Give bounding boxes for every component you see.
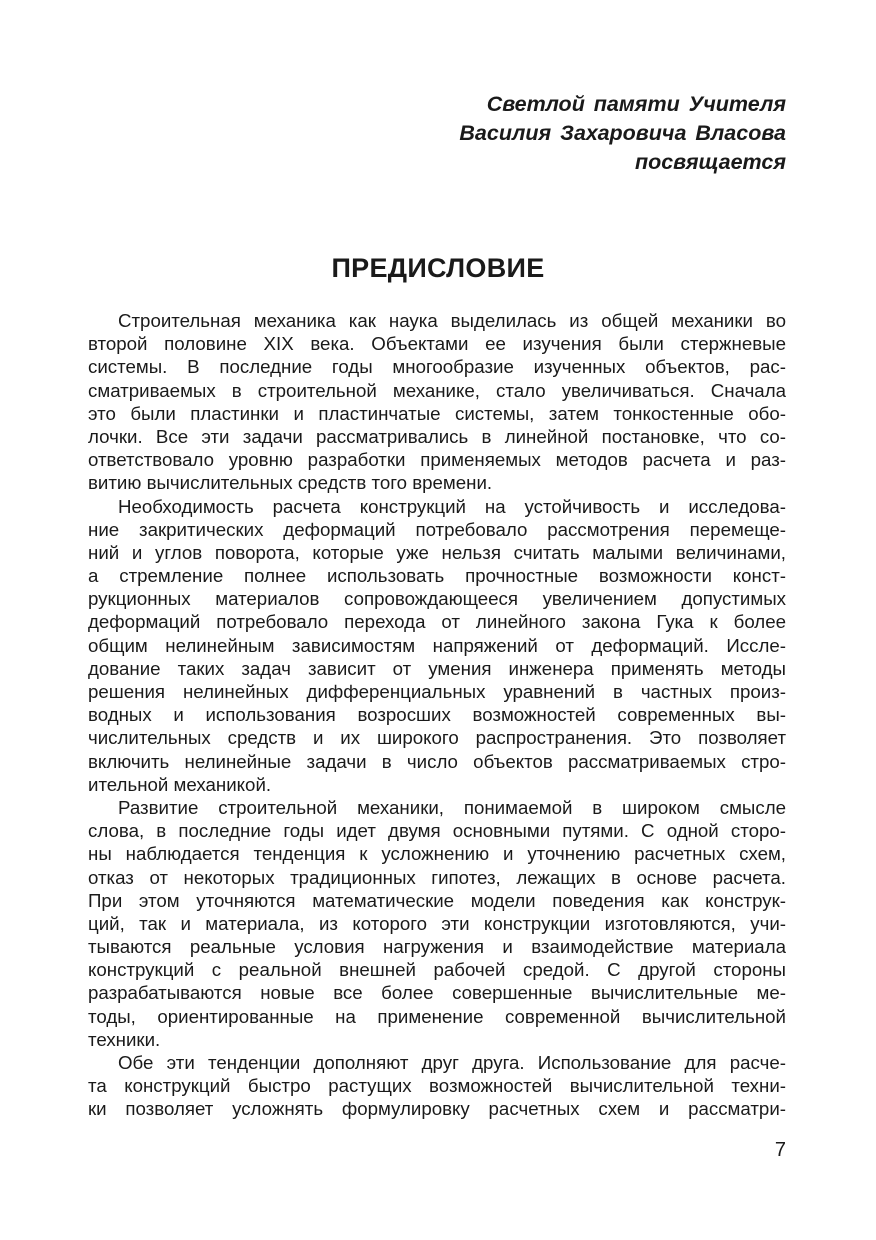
text-line: это были пластинки и пластинчатые системы, затем тонкостенные обо- bbox=[88, 402, 786, 424]
text-line: второй половине XIX века. Объектами ее изучения были стержневые bbox=[88, 333, 786, 355]
text-line: ки позволяет усложнять формулировку расчетных схем и рассматри- bbox=[88, 1098, 786, 1120]
text-line: ответствовало уровню разработки применяемых методов расчета и раз- bbox=[88, 449, 786, 471]
text-line: ны наблюдается тенденция к усложнению и уточнению расчетных схем, bbox=[88, 843, 786, 865]
text-line: ительной механикой. bbox=[88, 773, 272, 795]
page-number: 7 bbox=[774, 1139, 786, 1161]
text-line: Строительная механика как наука выделилась из общей механики во bbox=[118, 310, 786, 331]
dedication-line: Светлой памяти Учителя bbox=[486, 92, 786, 116]
text-line: Обе эти тенденции дополняют друг друга. Использование для расче- bbox=[118, 1052, 786, 1073]
dedication-line: посвящается bbox=[634, 150, 786, 174]
text-line: ние закритических деформаций потребовало рассмотрения перемеще- bbox=[88, 518, 786, 540]
text-line: витию вычислительных средств того времени. bbox=[88, 472, 493, 494]
paragraph bbox=[88, 495, 786, 796]
text-line: дование таких задач зависит от умения инженера применять методы bbox=[88, 657, 786, 679]
text-line: общим нелинейным зависимостям напряжений от деформаций. Иссле- bbox=[88, 634, 786, 656]
text-line: отказ от некоторых традиционных гипотез, лежащих в основе расчета. bbox=[88, 866, 786, 888]
body-text bbox=[88, 309, 786, 1121]
paragraph bbox=[88, 1051, 786, 1121]
text-line: рукционных материалов сопровождающееся увеличением допустимых bbox=[88, 588, 786, 610]
text-line: лочки. Все эти задачи рассматривались в линейной постановке, что со- bbox=[88, 425, 786, 447]
dedication-line: Василия Захаровича Власова bbox=[459, 121, 786, 145]
text-line: тоды, ориентированные на применение современной вычислительной bbox=[88, 1005, 786, 1027]
paragraph bbox=[88, 796, 786, 1051]
text-line: та конструкций быстро растущих возможностей вычислительной техни- bbox=[88, 1075, 786, 1097]
text-line: техники. bbox=[88, 1028, 161, 1050]
text-line: Необходимость расчета конструкций на устойчивость и исследова- bbox=[118, 495, 786, 517]
text-line: ний и углов поворота, которые уже нельзя считать малыми величинами, bbox=[88, 541, 786, 563]
text-line: решения нелинейных дифференциальных уравнений в частных произ- bbox=[88, 681, 786, 702]
chapter-heading: ПРЕДИСЛОВИЕ bbox=[331, 253, 545, 283]
text-line: При этом уточняются математические модели поведения как конструк- bbox=[88, 889, 786, 911]
text-line: деформаций потребовало перехода от линейного закона Гука к более bbox=[88, 611, 786, 633]
text-line: Развитие строительной механики, понимаемой в широком смысле bbox=[118, 796, 786, 818]
text-line: числительных средств и их широкого распространения. Это позволяет bbox=[88, 727, 786, 749]
text-line: разрабатываются новые все более совершенные вычислительные ме- bbox=[88, 982, 786, 1004]
dedication bbox=[459, 90, 786, 177]
text-line: системы. В последние годы многообразие изученных объектов, рас- bbox=[88, 356, 786, 378]
text-line: сматриваемых в строительной механике, стало увеличиваться. Сначала bbox=[88, 379, 786, 401]
text-line: ций, так и материала, из которого эти конструкции изготовляются, учи- bbox=[88, 912, 786, 934]
text-line: тываются реальные условия нагружения и взаимодействие материала bbox=[88, 936, 786, 958]
text-line: водных и использования возросших возможностей современных вы- bbox=[88, 704, 786, 726]
text-line: а стремление полнее использовать прочностные возможности конст- bbox=[88, 565, 786, 587]
text-line: включить нелинейные задачи в число объектов рассматриваемых стро- bbox=[88, 750, 786, 772]
paragraph bbox=[88, 309, 786, 495]
text-line: конструкций с реальной внешней рабочей средой. С другой стороны bbox=[88, 959, 786, 981]
text-line: слова, в последние годы идет двумя основными путями. С одной сторо- bbox=[88, 820, 786, 842]
